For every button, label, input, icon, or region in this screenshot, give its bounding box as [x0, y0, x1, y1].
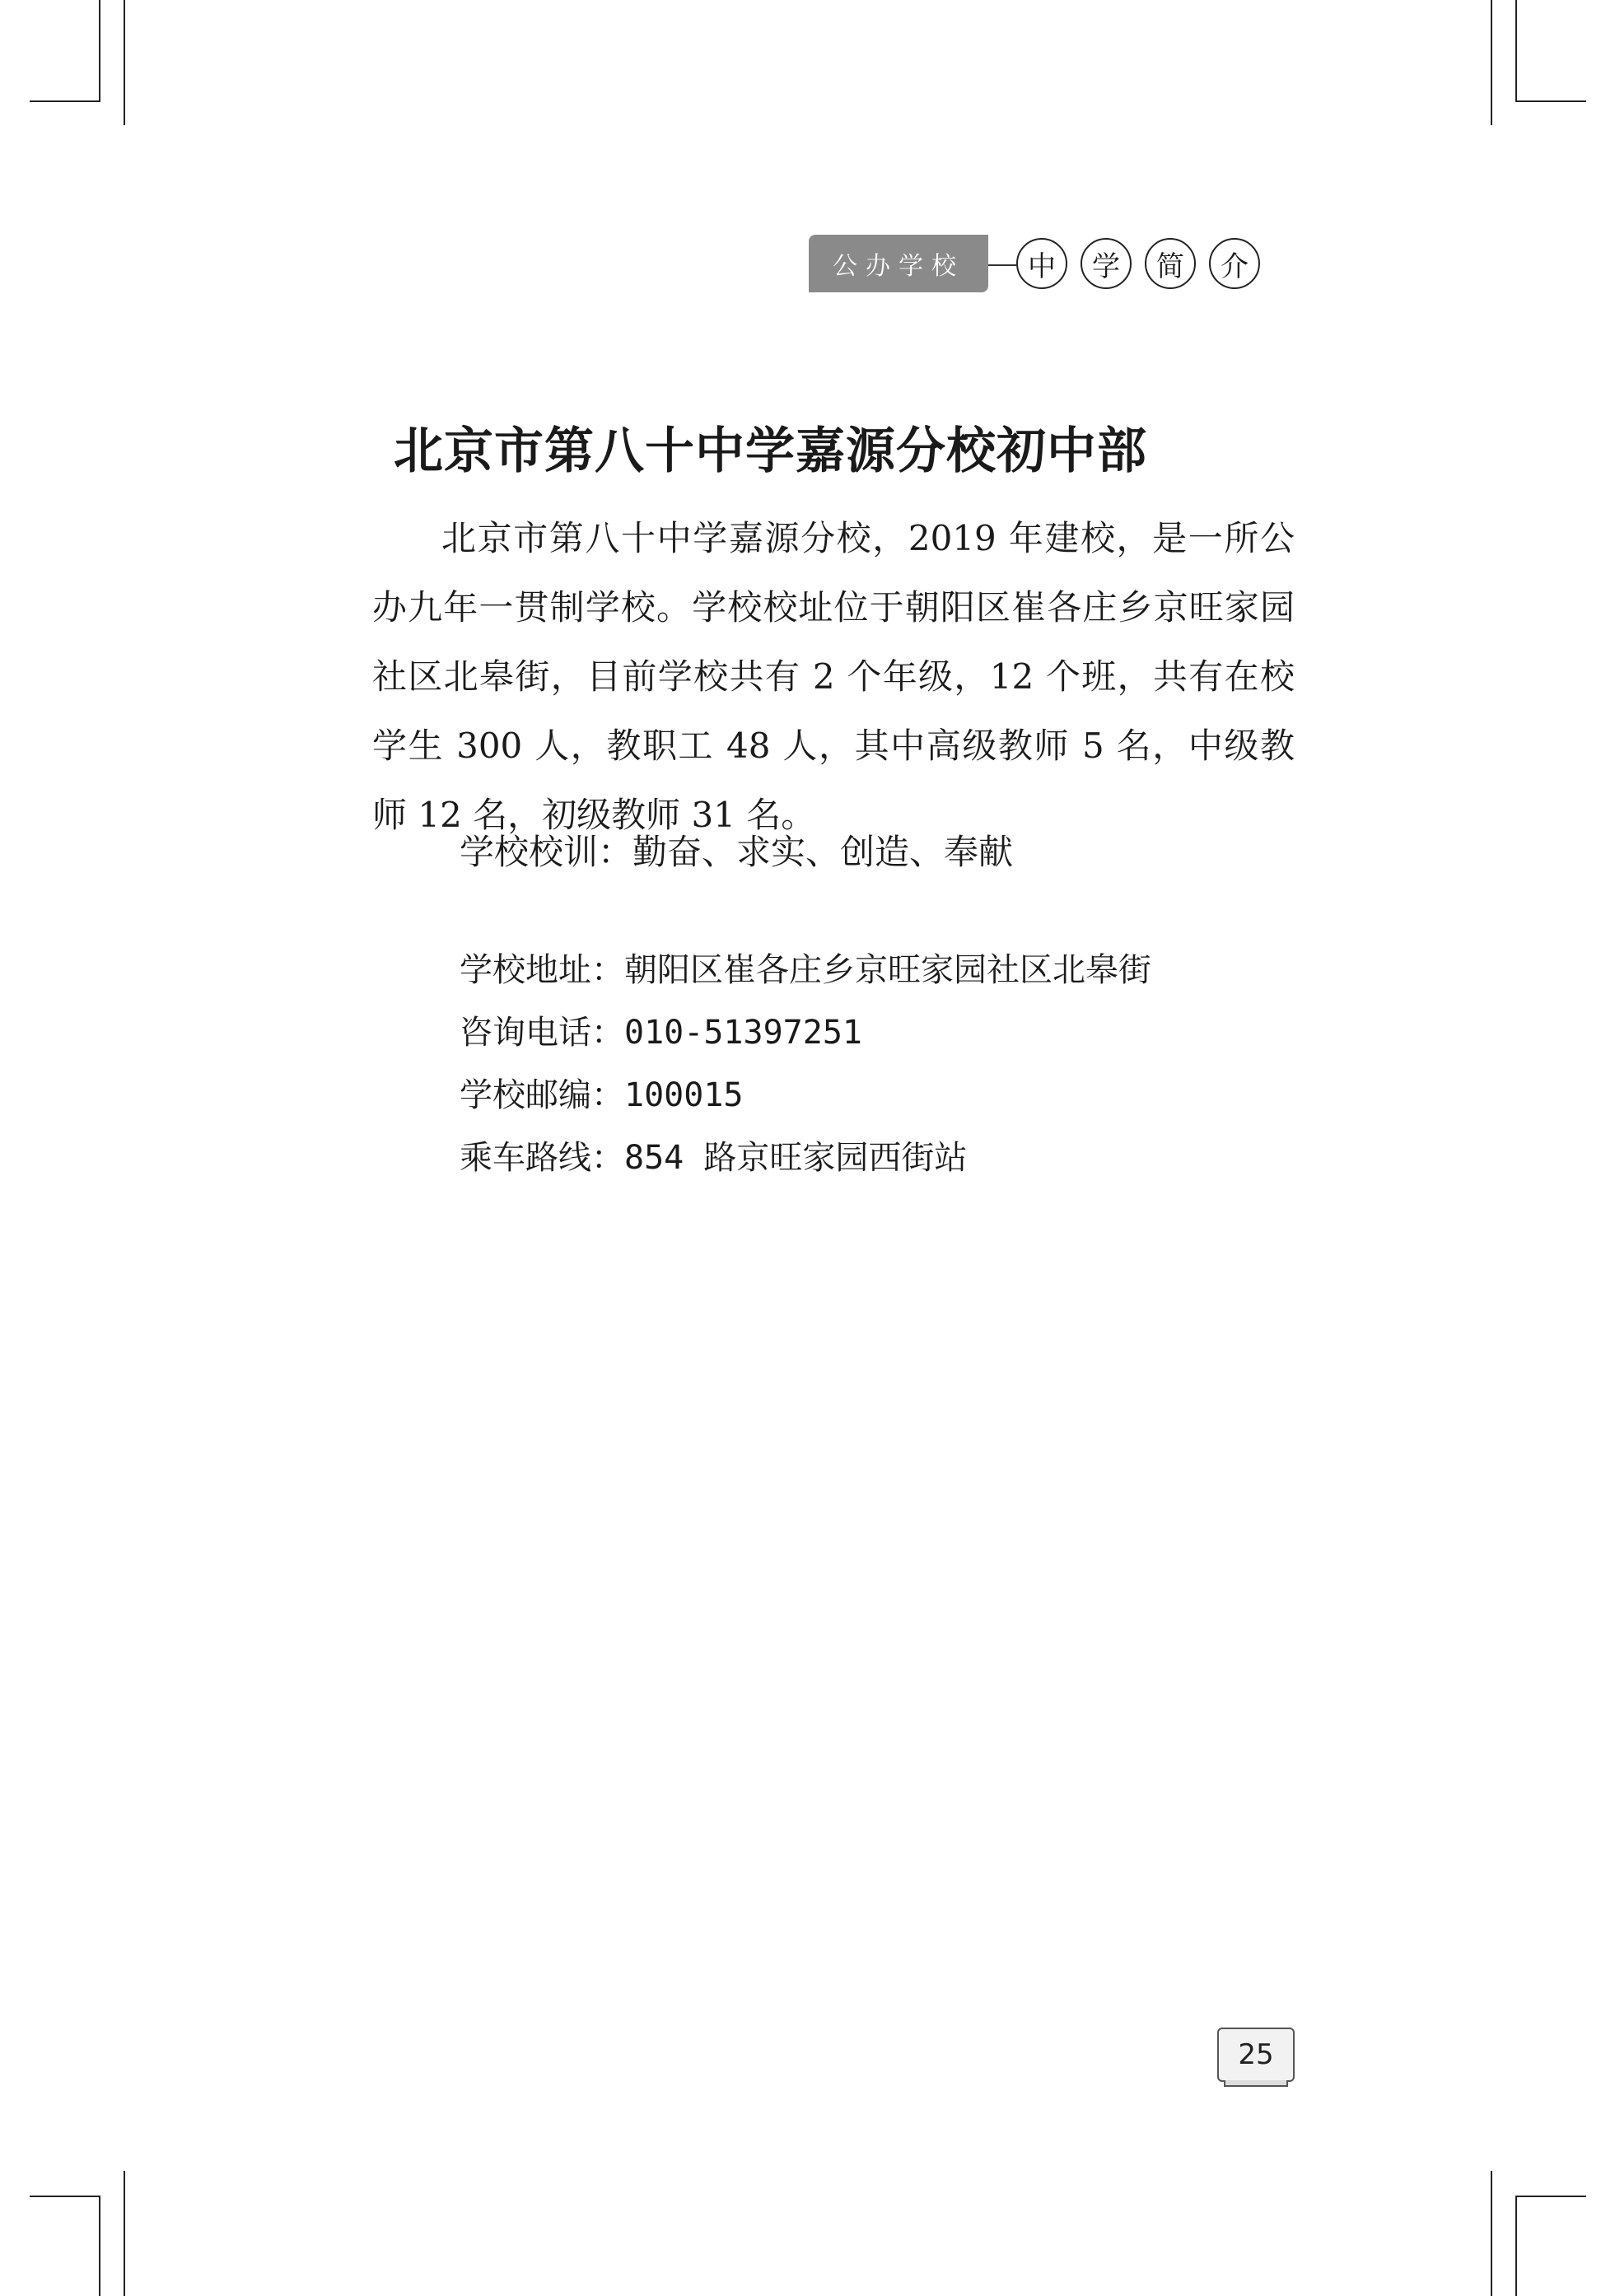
contact-info-list: [460, 939, 1151, 1189]
category-char: 简: [1145, 238, 1196, 289]
category-label: [1016, 238, 1260, 289]
crop-mark: [30, 2196, 100, 2197]
header-connector-line: [988, 264, 1016, 266]
crop-mark: [1515, 100, 1586, 102]
crop-mark: [99, 0, 100, 100]
crop-mark: [99, 2196, 100, 2296]
crop-mark: [1491, 2171, 1492, 2296]
crop-mark: [30, 100, 100, 102]
crop-mark: [124, 2171, 125, 2296]
page-title: 北京市第八十中学嘉源分校初中部: [394, 422, 1147, 480]
page-number: 25: [1238, 2038, 1274, 2071]
crop-mark: [124, 0, 125, 125]
crop-mark: [1491, 0, 1492, 125]
address-line: 学校地址：朝阳区崔各庄乡京旺家园社区北皋街: [460, 951, 1151, 989]
postcode-line: 学校邮编：100015: [460, 1076, 744, 1114]
category-char: 介: [1209, 238, 1260, 289]
crop-mark: [1515, 2196, 1586, 2197]
crop-mark: [1515, 2196, 1517, 2296]
category-char: 中: [1016, 238, 1067, 289]
phone-line: 咨询电话：010-51397251: [460, 1014, 862, 1052]
transit-line: 乘车路线：854 路京旺家园西街站: [460, 1139, 968, 1177]
running-header: [809, 235, 1286, 292]
page-number-badge: [1217, 2028, 1295, 2082]
category-char: 学: [1081, 238, 1132, 289]
school-motto: 学校校训：勤奋、求实、创造、奉献: [460, 832, 1014, 872]
intro-paragraph: 北京市第八十中学嘉源分校，2019 年建校，是一所公办九年一贯制学校。学校校址位于朝阳区崔各庄乡京旺家园社区北皋街，目前学校共有 2 个年级，12 个班，共有在校学生 300 人，教职工 48 人，其中高级教师 5 名，中级教师 12 名，初级教师 31 名。: [372, 518, 1295, 835]
section-tag: 公办学校: [809, 235, 988, 292]
crop-mark: [1515, 0, 1517, 100]
